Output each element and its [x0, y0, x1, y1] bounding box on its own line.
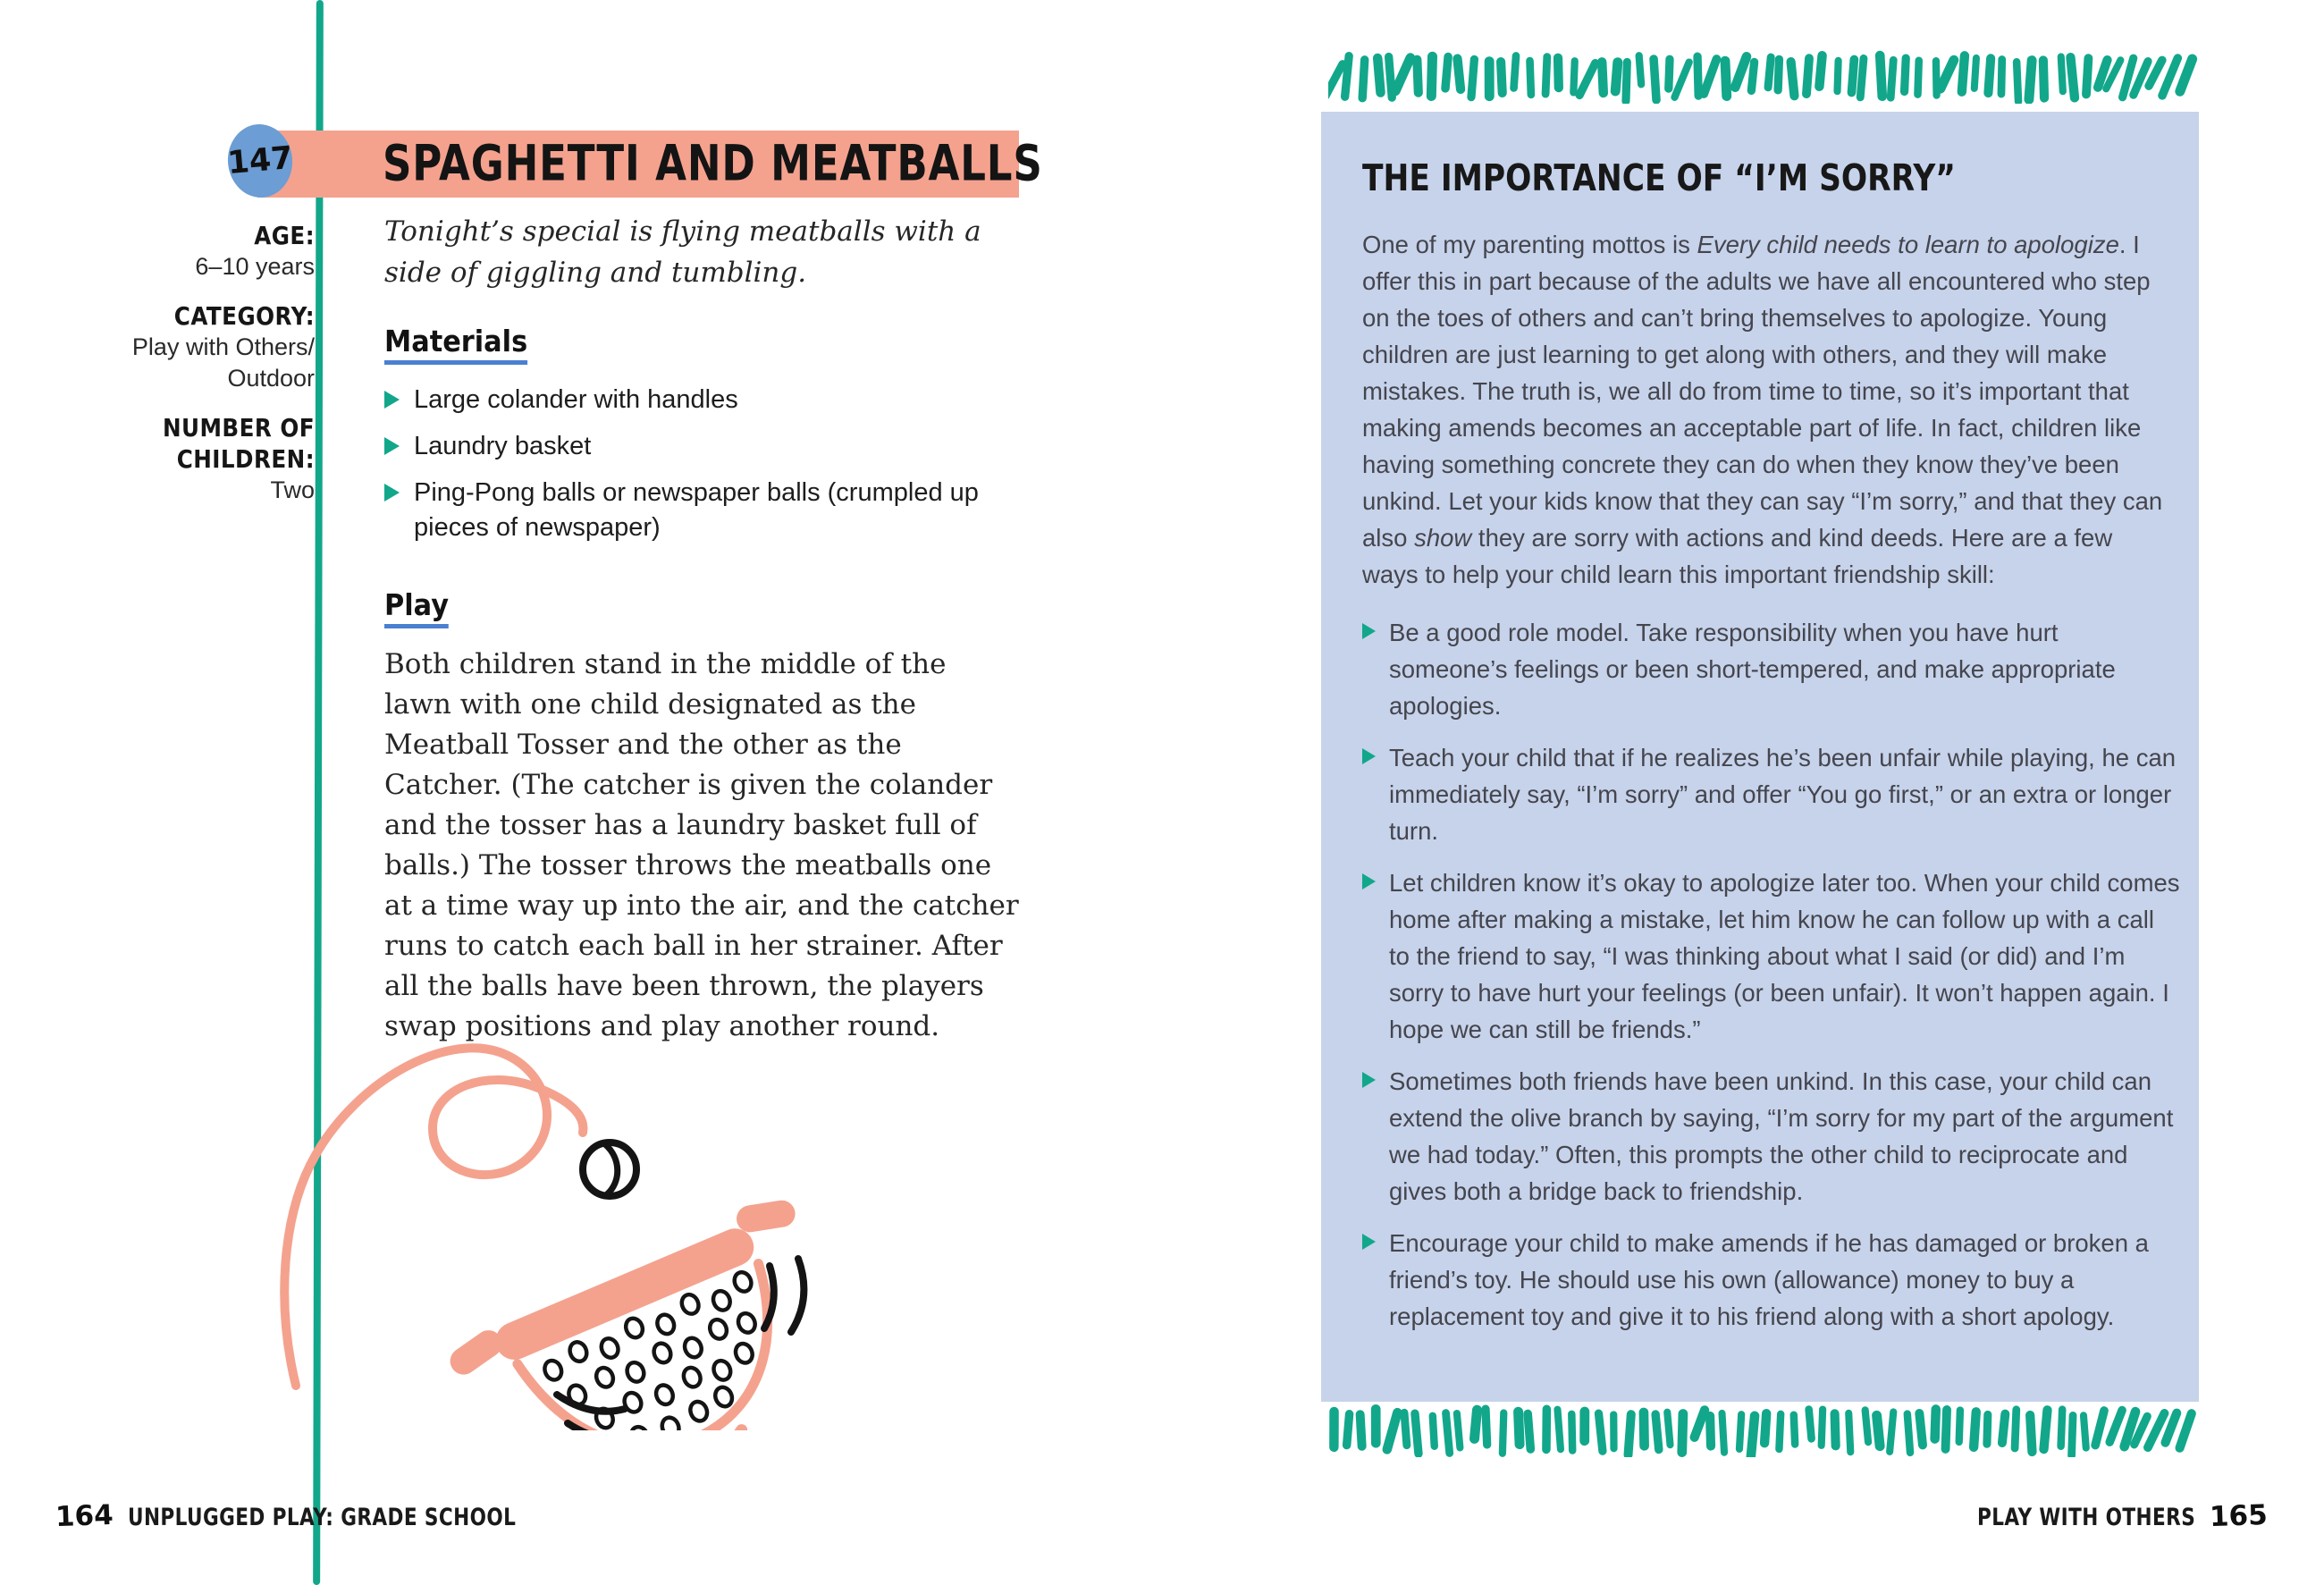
- children-label-line1: NUMBER OF: [162, 413, 315, 443]
- advice-box: [1321, 112, 2199, 1402]
- list-item: [1362, 1063, 2181, 1210]
- meta-category: [32, 300, 315, 394]
- list-item: [384, 383, 1001, 417]
- teal-dash-border-top: [1328, 50, 2202, 104]
- materials-list: [384, 383, 1028, 545]
- play-heading: Play: [384, 587, 449, 628]
- age-label: AGE:: [254, 221, 315, 250]
- left-page-footer: [55, 1500, 613, 1532]
- meatball-ball: [583, 1142, 636, 1196]
- bullet-text: Encourage your child to make amends if he has damaged or broken a friend’s toy. He should use his own (allowance) money to buy a replacement toy and give it to his friend along with a short apology.: [1389, 1229, 2149, 1330]
- advice-box-title: THE IMPORTANCE OF “I’M SORRY”: [1362, 156, 1956, 199]
- list-item: [384, 429, 1001, 464]
- material-text: Ping-Pong balls or newspaper balls (crumpled up pieces of newspaper): [414, 478, 979, 542]
- right-page-footer: [1923, 1500, 2268, 1532]
- activity-title-bar: [257, 131, 1043, 198]
- meta-children: [32, 412, 315, 506]
- book-title: UNPLUGGED PLAY: GRADE SCHOOL: [127, 1504, 516, 1531]
- meta-age: [32, 220, 315, 282]
- children-value: Two: [270, 476, 315, 503]
- bullet-arrow-icon: [384, 391, 400, 409]
- activity-number: 147: [225, 139, 295, 182]
- colander-illustration: [273, 1001, 863, 1430]
- activity-meta-sidebar: [32, 220, 315, 524]
- list-item: [1362, 739, 2181, 849]
- play-paragraph: Both children stand in the middle of the lawn with one child designated as the Meatball Tosser and the other as the Catcher. (The catcher is given the colander and the tosser has a laundry basket full of balls.) The tosser throws the meatballs one at a time way up into the air, and the catcher runs to catch each ball in her strainer. After all the balls have been thrown, the players swap positions and play another round.: [384, 648, 1019, 1042]
- category-label: CATEGORY:: [173, 301, 315, 331]
- activity-title: SPAGHETTI AND MEATBALLS: [383, 134, 1043, 192]
- bullet-text: Let children know it’s okay to apologize later too. When your child comes home after making a mistake, let him know he can follow up with a call to the friend to say, “I was thinking about what I said (or did) and I’m sorry to have hurt your feelings (or been unfair). It won’t happen again. I hope we can still be friends.”: [1389, 869, 2180, 1043]
- left-page-number: 164: [55, 1498, 114, 1534]
- category-value-line2: Outdoor: [227, 365, 315, 392]
- bullet-arrow-icon: [1362, 1234, 1376, 1250]
- bullet-arrow-icon: [1362, 1072, 1376, 1088]
- bullet-text: Be a good role model. Take responsibility when you have hurt someone’s feelings or been short-tempered, and make appropriate apologies.: [1389, 619, 2116, 720]
- material-text: Large colander with handles: [414, 385, 738, 414]
- bullet-arrow-icon: [384, 484, 400, 502]
- bullet-arrow-icon: [384, 437, 400, 455]
- bullet-arrow-icon: [1362, 873, 1376, 889]
- category-value-line1: Play with Others/: [131, 333, 315, 360]
- bullet-arrow-icon: [1362, 623, 1376, 639]
- list-item: [384, 476, 1001, 545]
- advice-lead-paragraph: One of my parenting mottos is Every child needs to learn to apologize. I offer this in part because of the adults we have all encountered who step on the toes of others and can’t bring themselves to apologize. Young children are just learning to get along with others, and they will make mistakes. The truth is, we all do from time to time, so it’s important that making amends becomes an acceptable part of life. In fact, children like having something concrete they can do when they know they’ve been unkind. Let your kids know that they can say “I’m sorry,” and that they can also show they are sorry with actions and kind deeds. Here are a few ways to help your child learn this important friendship skill:: [1362, 231, 2163, 588]
- activity-body: [384, 211, 1028, 1047]
- materials-heading: Materials: [384, 324, 527, 365]
- bullet-text: Sometimes both friends have been unkind. In this case, your child can extend the olive branch by saying, “I’m sorry for my part of the argument we had today.” Often, this prompts the other child to reciprocate and gives both a bridge back to friendship.: [1389, 1067, 2174, 1205]
- list-item: [1362, 864, 2181, 1048]
- list-item: [1362, 1225, 2181, 1335]
- right-page-number: 165: [2209, 1498, 2269, 1534]
- list-item: [1362, 614, 2181, 724]
- bullet-arrow-icon: [1362, 748, 1376, 764]
- teal-dash-border-bottom: [1328, 1404, 2202, 1457]
- material-text: Laundry basket: [414, 432, 592, 460]
- children-label-line2: CHILDREN:: [176, 444, 315, 474]
- advice-bullet-list: [1362, 614, 2180, 1335]
- section-title: PLAY WITH OTHERS: [1977, 1504, 2196, 1531]
- activity-intro: Tonight’s special is flying meatballs with a side of giggling and tumbling.: [384, 215, 981, 289]
- bullet-text: Teach your child that if he realizes he’s been unfair while playing, he can immediately say, “I’m sorry” and offer “You go first,” or an extra or longer turn.: [1389, 744, 2177, 845]
- age-value: 6–10 years: [195, 253, 315, 280]
